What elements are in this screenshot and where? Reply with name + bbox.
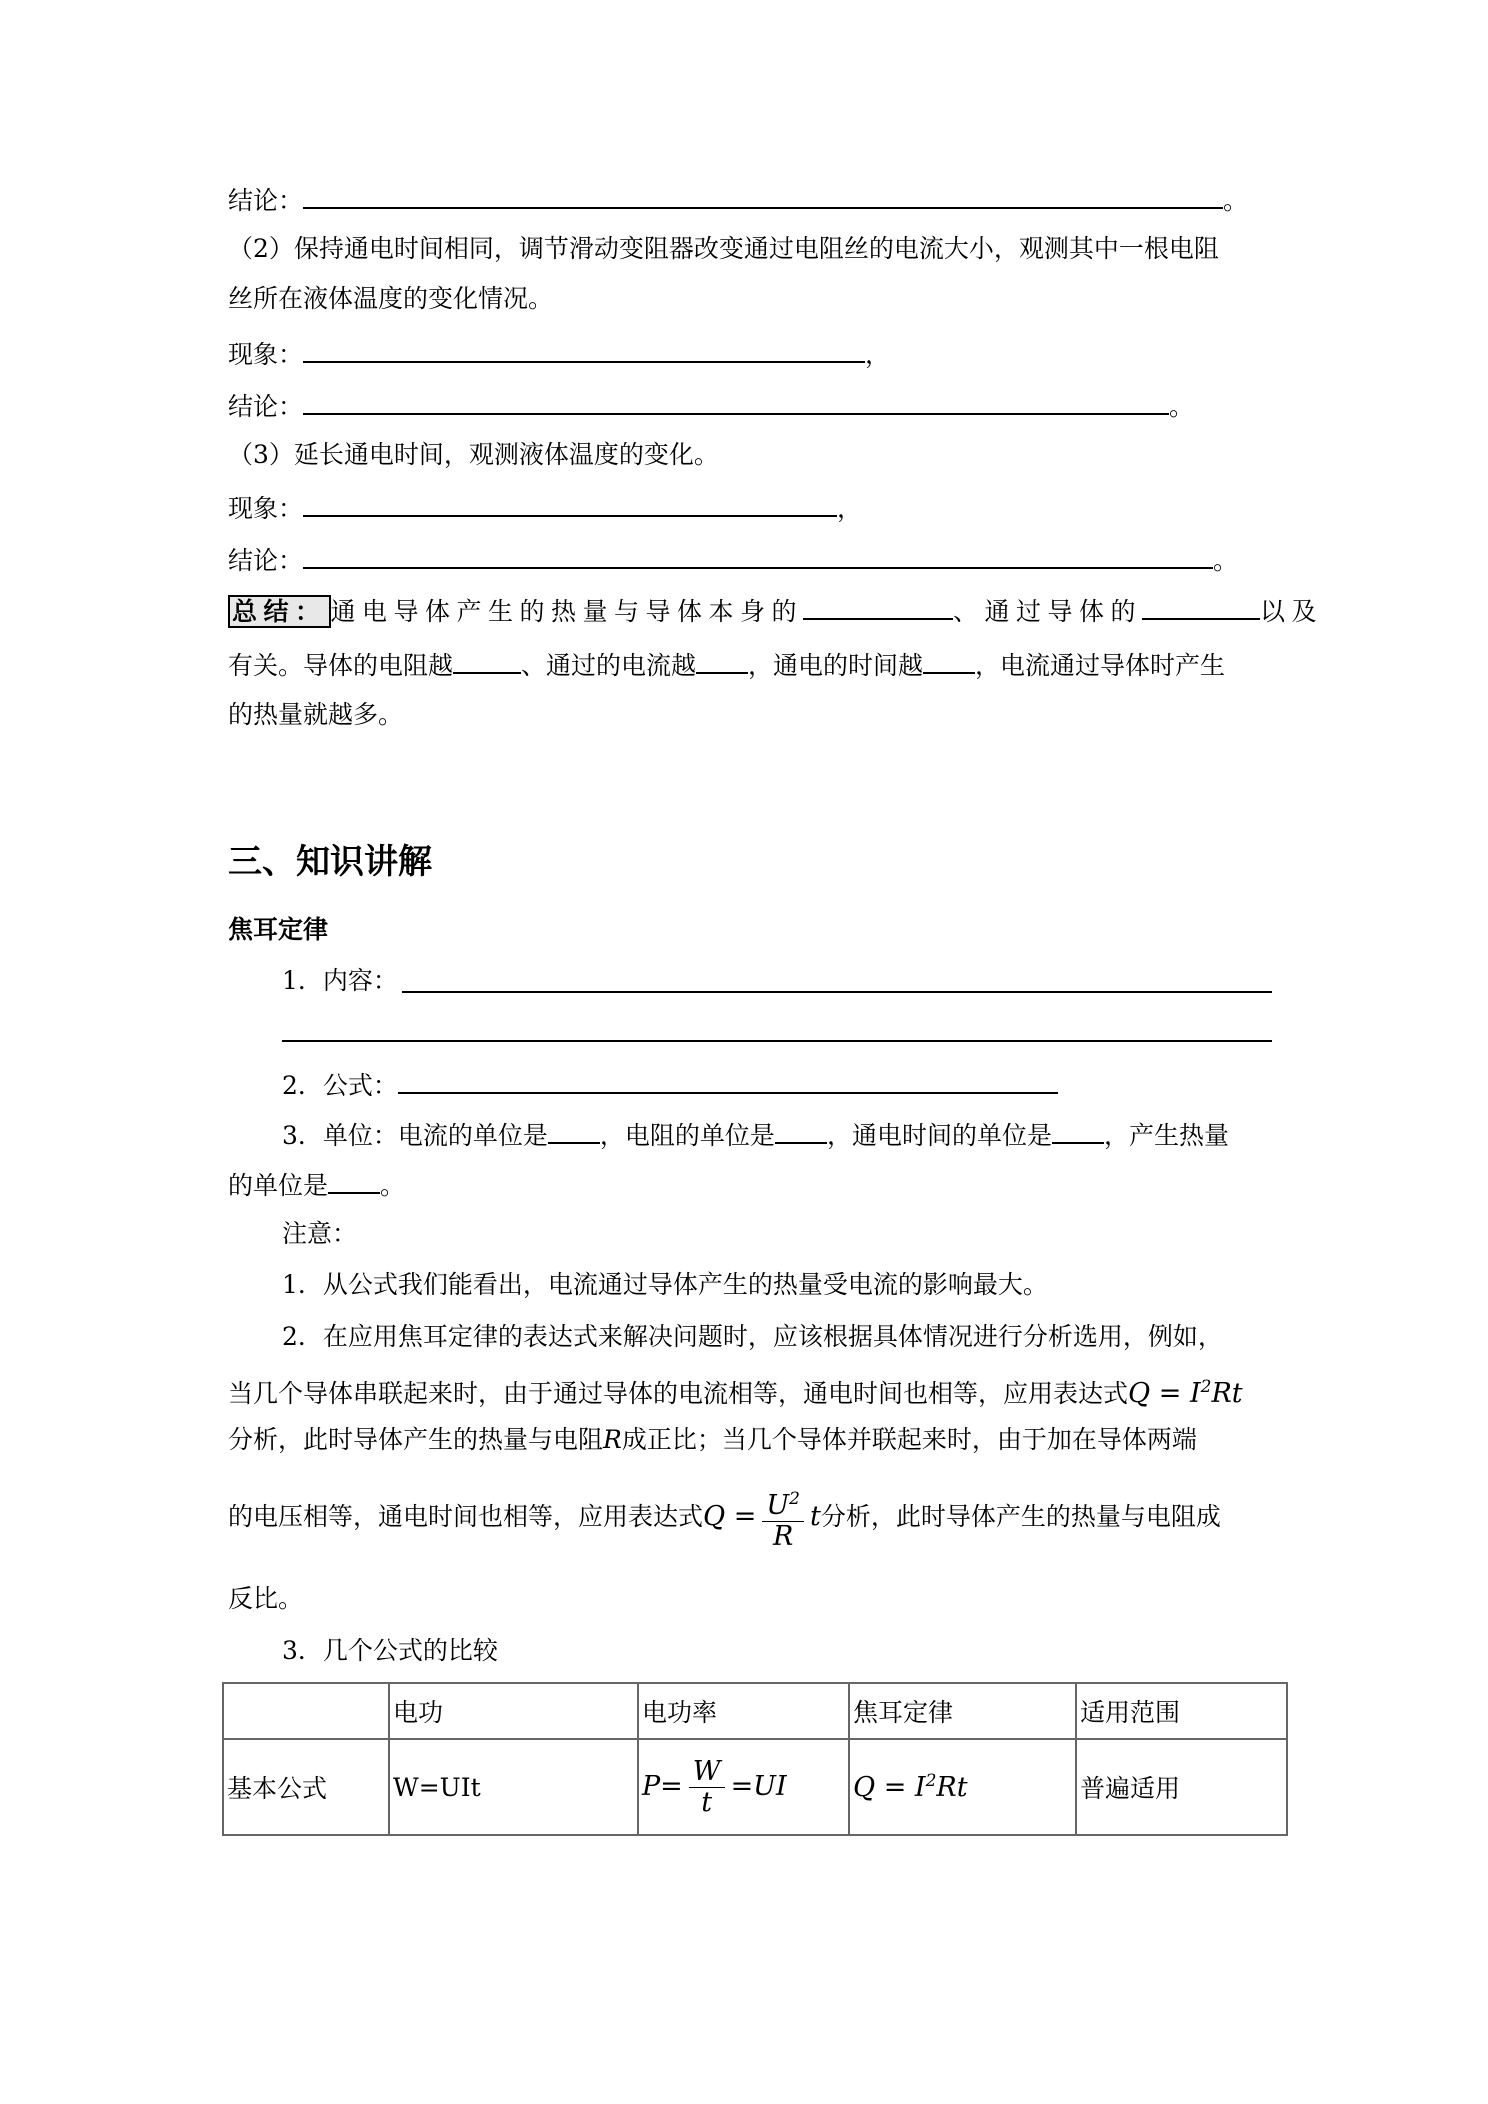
- item3-text: 。: [380, 1171, 406, 1200]
- phenomenon-label: 现象：: [228, 494, 304, 523]
- phenomenon-label: 现象：: [228, 340, 304, 369]
- summary-text: ，电流通过导体时产生: [975, 651, 1226, 680]
- phenomenon-line-2: [228, 337, 890, 370]
- note-1: 1．从公式我们能看出，电流通过导体产生的热量受电流的影响最大。: [282, 1270, 1048, 1299]
- formula-q-i2rt: $Q = I^2Rt$: [1128, 1377, 1243, 1409]
- answer-blank[interactable]: [548, 1118, 600, 1144]
- note-text: 的电压相等，通电时间也相等，应用表达式: [228, 1502, 704, 1531]
- answer-blank[interactable]: [803, 594, 953, 620]
- period: 。: [1213, 546, 1239, 575]
- item2-line: [282, 1068, 1058, 1101]
- item1-label: 1．内容：: [282, 966, 398, 995]
- table-header-cell: 电功: [389, 1683, 638, 1739]
- conclusion-line-1: [228, 183, 1248, 216]
- note-label: 注意：: [282, 1219, 358, 1248]
- answer-blank[interactable]: [303, 491, 837, 517]
- summary-text: ，通电的时间越: [748, 651, 924, 680]
- table-header-row: [223, 1683, 1287, 1739]
- summary-text: 以及: [1260, 597, 1324, 626]
- answer-blank[interactable]: [303, 337, 865, 363]
- item3-line1: [282, 1118, 1229, 1151]
- table-cell-label: 基本公式: [223, 1739, 389, 1835]
- item3-text: ，产生热量: [1103, 1121, 1229, 1150]
- resistance-symbol: R: [603, 1425, 622, 1454]
- answer-blank[interactable]: [303, 183, 1223, 209]
- step2-line1: （2）保持通电时间相同，调节滑动变阻器改变通过电阻丝的电流大小，观测其中一根电阻: [228, 234, 1219, 263]
- phenomenon-line-3: [228, 491, 862, 524]
- conclusion-line-3: [228, 543, 1238, 576]
- summary-line-1: [228, 594, 1323, 627]
- item2-label: 2．公式：: [282, 1071, 398, 1100]
- answer-blank[interactable]: [398, 1068, 1058, 1094]
- summary-tag: 总结：: [228, 595, 331, 628]
- answer-blank[interactable]: [402, 991, 1272, 993]
- step3-line: （3）延长通电时间，观测液体温度的变化。: [228, 440, 719, 469]
- conclusion-label: 结论：: [228, 392, 304, 421]
- answer-blank[interactable]: [453, 648, 521, 674]
- answer-blank[interactable]: [1052, 1118, 1104, 1144]
- note-2-line5: 反比。: [228, 1584, 304, 1613]
- conclusion-label: 结论：: [228, 186, 304, 215]
- note-2-line1: 2．在应用焦耳定律的表达式来解决问题时，应该根据具体情况进行分析选用，例如，: [282, 1322, 1223, 1351]
- period: 。: [1223, 186, 1249, 215]
- item3-text: ，电阻的单位是: [599, 1121, 775, 1150]
- summary-text: 有关。导体的电阻越: [228, 651, 454, 680]
- step2-line2: 丝所在液体温度的变化情况。: [228, 284, 554, 313]
- summary-text: 、通过的电流越: [521, 651, 697, 680]
- answer-blank[interactable]: [303, 389, 1169, 415]
- note-3: 3．几个公式的比较: [282, 1636, 498, 1665]
- table-row: [223, 1739, 1287, 1835]
- note-text: 分析，此时导体产生的热量与电阻成: [820, 1502, 1221, 1531]
- table-header-cell: 适用范围: [1076, 1683, 1287, 1739]
- note-text: 当几个导体串联起来时，由于通过导体的电流相等，通电时间也相等，应用表达式: [228, 1379, 1129, 1408]
- answer-blank[interactable]: [1142, 594, 1260, 620]
- answer-blank[interactable]: [282, 1040, 1272, 1042]
- note-2-line3: [228, 1425, 1197, 1455]
- item3-text: ，通电时间的单位是: [826, 1121, 1052, 1150]
- note-2-line4: [228, 1482, 1221, 1552]
- formula-comparison-table: [222, 1682, 1288, 1836]
- note-2-line2: [228, 1372, 1243, 1409]
- period: 。: [1169, 392, 1195, 421]
- table-cell-scope: 普遍适用: [1076, 1739, 1287, 1835]
- table-header-cell: 焦耳定律: [849, 1683, 1076, 1739]
- note-text: 成正比；当几个导体并联起来时，由于加在导体两端: [621, 1425, 1197, 1454]
- conclusion-line-2: [228, 389, 1194, 422]
- table-cell-power: P= $\frac{W}{t}$ =UI: [638, 1739, 849, 1835]
- item3-line2: [228, 1168, 405, 1201]
- item1-line: [282, 966, 398, 996]
- summary-text: 通电导体产生的热量与导体本身的: [330, 597, 804, 626]
- comma: ，: [865, 340, 891, 369]
- note-text: 分析，此时导体产生的热量与电阻: [228, 1425, 604, 1454]
- summary-line-3: 的热量就越多。: [228, 700, 404, 729]
- item3-text: 3．单位：电流的单位是: [282, 1121, 548, 1150]
- answer-blank[interactable]: [775, 1118, 827, 1144]
- answer-blank[interactable]: [696, 648, 748, 674]
- summary-line-2: [228, 648, 1225, 681]
- conclusion-label: 结论：: [228, 546, 304, 575]
- table-header-cell: [223, 1683, 389, 1739]
- formula-q-u2rt: Q = $\frac{U^2}{R}$ t: [703, 1501, 821, 1532]
- comma: ，: [837, 494, 863, 523]
- section-subheading: 焦耳定律: [228, 915, 329, 944]
- answer-blank[interactable]: [303, 543, 1213, 569]
- answer-blank[interactable]: [328, 1168, 380, 1194]
- summary-text: 、通过导体的: [953, 597, 1143, 626]
- table-cell-work: W=UIt: [389, 1739, 638, 1835]
- answer-blank[interactable]: [923, 648, 975, 674]
- section-heading: 三、知识讲解: [228, 842, 432, 882]
- table-header-cell: 电功率: [638, 1683, 849, 1739]
- item3-text: 的单位是: [228, 1171, 329, 1200]
- table-cell-joule: $Q = I^2Rt$: [849, 1739, 1076, 1835]
